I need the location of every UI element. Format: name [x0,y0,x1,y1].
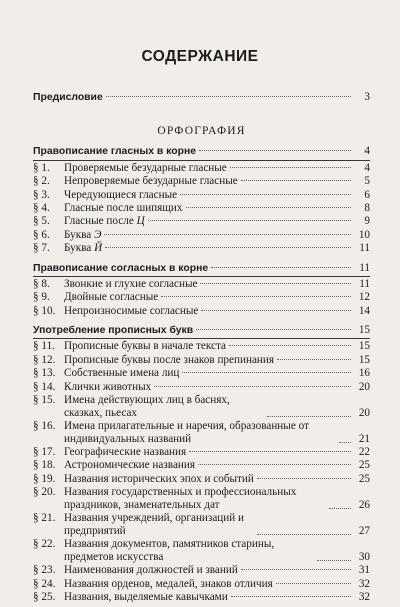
toc-entry-label: Клички животных [64,380,152,393]
toc-item-number: § 17. [33,446,56,459]
toc-page-number: 6 [364,188,370,201]
toc-item-number: § 6. [33,228,50,241]
toc-page-number: 32 [358,590,370,603]
toc-item[interactable] [33,202,370,215]
toc-item[interactable] [33,538,370,564]
toc-item-number: § 2. [33,175,50,188]
dot-leader [201,310,351,311]
toc-page-number: 4 [364,161,370,174]
toc-item-number: § 11. [33,340,55,353]
dot-leader [199,150,351,151]
dot-leader [230,167,351,168]
toc-entry-label: Названия учреждений, организаций и предприятий [64,512,245,538]
toc-page-number: 27 [358,524,370,537]
toc-entry-label: Имена прилагательные и наречия, образованные от индивидуальных названий [64,420,309,446]
dot-leader [196,329,351,330]
dot-leader [267,416,351,417]
toc-entry-label-text: Гласные после [64,215,134,228]
toc-item[interactable] [33,162,370,175]
toc-item-number: § 1. [33,161,50,174]
toc-entry-label-text: Буква [64,242,92,255]
toc-item-number: § 9. [33,291,50,304]
toc-item-number: § 18. [33,459,56,472]
toc-item-number: § 16. [33,420,56,433]
toc-item[interactable] [33,242,370,255]
toc-page-number: 9 [364,215,370,228]
toc-page-number: 26 [358,498,370,511]
dot-leader [105,247,351,248]
toc-item[interactable] [33,189,370,202]
heading-rule [33,276,370,277]
dot-leader [241,569,351,570]
page-title: СОДЕРЖАНИЕ [141,48,259,65]
dot-leader [277,359,351,360]
toc-page-number: 22 [358,446,370,459]
dot-leader [241,180,351,181]
toc-page-number: 11 [359,242,370,255]
toc-group-heading[interactable] [33,145,370,158]
dot-leader [231,596,351,597]
toc-entry-label: Непроверяемые безударные гласные [64,175,238,188]
toc-item-number: § 21. [33,512,56,525]
toc-entry-label: Названия, выделяемые кавычками [64,590,228,603]
toc-entry-label: Правописание согласных в корне [33,262,209,274]
toc-item-number: § 20. [33,486,56,499]
dot-leader [276,583,351,584]
toc-entry-label: Звонкие и глухие согласные [64,277,198,290]
letter-glyph: Ц [136,215,145,228]
toc-item[interactable] [33,278,370,291]
toc-page-number: 11 [359,277,370,290]
toc-entry-label: Наименования должностей и званий [64,564,238,577]
toc-item[interactable] [33,229,370,242]
toc-page-number: 15 [358,353,370,366]
toc-item[interactable] [33,215,370,228]
toc-entry-label: Названия документов, памятников старины, предметов искусства [64,538,275,564]
toc-page-number: 11 [359,261,370,274]
dot-leader [154,386,351,387]
toc-entry-label: Прописные буквы после знаков препинания [64,353,275,366]
toc-item-number: § 5. [33,215,50,228]
dot-leader [257,478,351,479]
toc-entry-label: Названия исторических эпох и событий [64,472,254,485]
toc-item-number: § 12. [33,353,56,366]
toc-item[interactable] [33,486,370,512]
toc-entry-label: Названия орденов, медалей, знаков отличия [64,577,273,590]
dot-leader [317,560,351,561]
dot-leader [180,194,351,195]
toc-item-number: § 19. [33,472,56,485]
toc-item-number: § 13. [33,367,56,380]
toc-page-number: 32 [358,577,370,590]
toc-item[interactable] [33,305,370,318]
dot-leader [211,267,351,268]
toc-entry-label: Употребление прописных букв [33,325,194,337]
toc-entry-label: Астрономические названия [64,459,196,472]
toc-entry-label: Чередующиеся гласные [64,188,178,201]
toc-page-number: 10 [358,228,370,241]
toc-entry-label: Географические названия [64,446,187,459]
toc-item-number: § 15. [33,394,56,407]
toc-item[interactable] [33,381,370,394]
toc-item[interactable] [33,446,370,459]
toc-entry-label: Собственные имена лиц [64,367,180,380]
toc-entry-label: Названия государственных и профессиональных праздников, знаменательных дат [64,486,297,512]
toc-group-heading[interactable] [33,262,370,275]
toc-item-number: § 10. [33,304,56,317]
toc-entry-label-text: Буква [64,228,92,241]
dot-leader [186,207,351,208]
toc-item[interactable] [33,591,370,604]
toc-page-number: 3 [364,91,370,103]
dot-leader [106,96,351,97]
toc-item[interactable] [33,578,370,591]
toc-entry-label: Предисловие [33,92,103,103]
toc-preface[interactable] [33,91,370,104]
dot-leader [104,234,351,235]
dot-leader [161,296,351,297]
toc-page-number: 14 [358,304,370,317]
toc-entry-label: Непроизносимые согласные [64,304,199,317]
heading-rule [33,160,370,161]
part-heading: ОРФОГРАФИЯ [157,125,246,138]
toc-entry-label: Имена действующих лиц в баснях, сказках, пьесах [64,394,230,420]
toc-entry-label [64,229,101,242]
toc-page-number: 31 [358,564,370,577]
toc-item[interactable] [33,512,370,538]
dot-leader [198,464,351,465]
toc-item[interactable] [33,354,370,367]
dot-leader [229,345,351,346]
toc-item[interactable] [33,420,370,446]
toc-page-number: 16 [358,367,370,380]
dot-leader [189,451,351,452]
toc-group-heading[interactable] [33,324,370,337]
dot-leader [329,508,351,509]
toc-item[interactable] [33,291,370,304]
table-of-contents [33,85,370,604]
letter-glyph: Й [94,242,103,255]
toc-item[interactable] [33,459,370,472]
toc-page-number: 15 [358,340,370,353]
toc-page-number: 15 [358,324,370,337]
toc-page-number: 20 [358,380,370,393]
toc-item[interactable] [33,473,370,486]
toc-entry-label [64,215,145,228]
toc-page-number: 30 [358,550,370,563]
dot-leader [257,534,351,535]
toc-item-number: § 4. [33,201,50,214]
toc-item-number: § 24. [33,577,56,590]
toc-item[interactable] [33,175,370,188]
toc-page-number: 25 [358,472,370,485]
heading-rule [33,338,370,339]
toc-page-number: 25 [358,459,370,472]
toc-entry-label: Правописание гласных в корне [33,146,196,158]
toc-item-number: § 23. [33,564,56,577]
toc-item-number: § 22. [33,538,56,551]
toc-item[interactable] [33,367,370,380]
dot-leader [148,220,351,221]
toc-entry-label: Гласные после шипящих [64,201,183,214]
toc-page-number: 4 [364,145,370,158]
toc-page-number: 8 [364,201,370,214]
dot-leader [200,283,351,284]
toc-page-number: 21 [358,432,370,445]
toc-item-number: § 25. [33,590,56,603]
toc-entry-label: Проверяемые безударные гласные [64,161,227,174]
toc-item-number: § 8. [33,277,50,290]
toc-item-number: § 3. [33,188,50,201]
toc-entry-label: Прописные буквы в начале текста [64,340,226,353]
toc-item[interactable] [33,340,370,353]
toc-page-number: 20 [358,406,370,419]
toc-entry-label: Двойные согласные [64,291,159,304]
toc-page-number: 5 [364,175,370,188]
toc-page-number: 12 [358,291,370,304]
toc-item-number: § 14. [33,380,56,393]
dot-leader [182,372,351,373]
toc-item[interactable] [33,394,370,420]
dot-leader [339,442,351,443]
toc-item-number: § 7. [33,242,50,255]
toc-entry-label [64,242,102,255]
toc-item[interactable] [33,564,370,577]
letter-glyph: Э [94,228,102,241]
